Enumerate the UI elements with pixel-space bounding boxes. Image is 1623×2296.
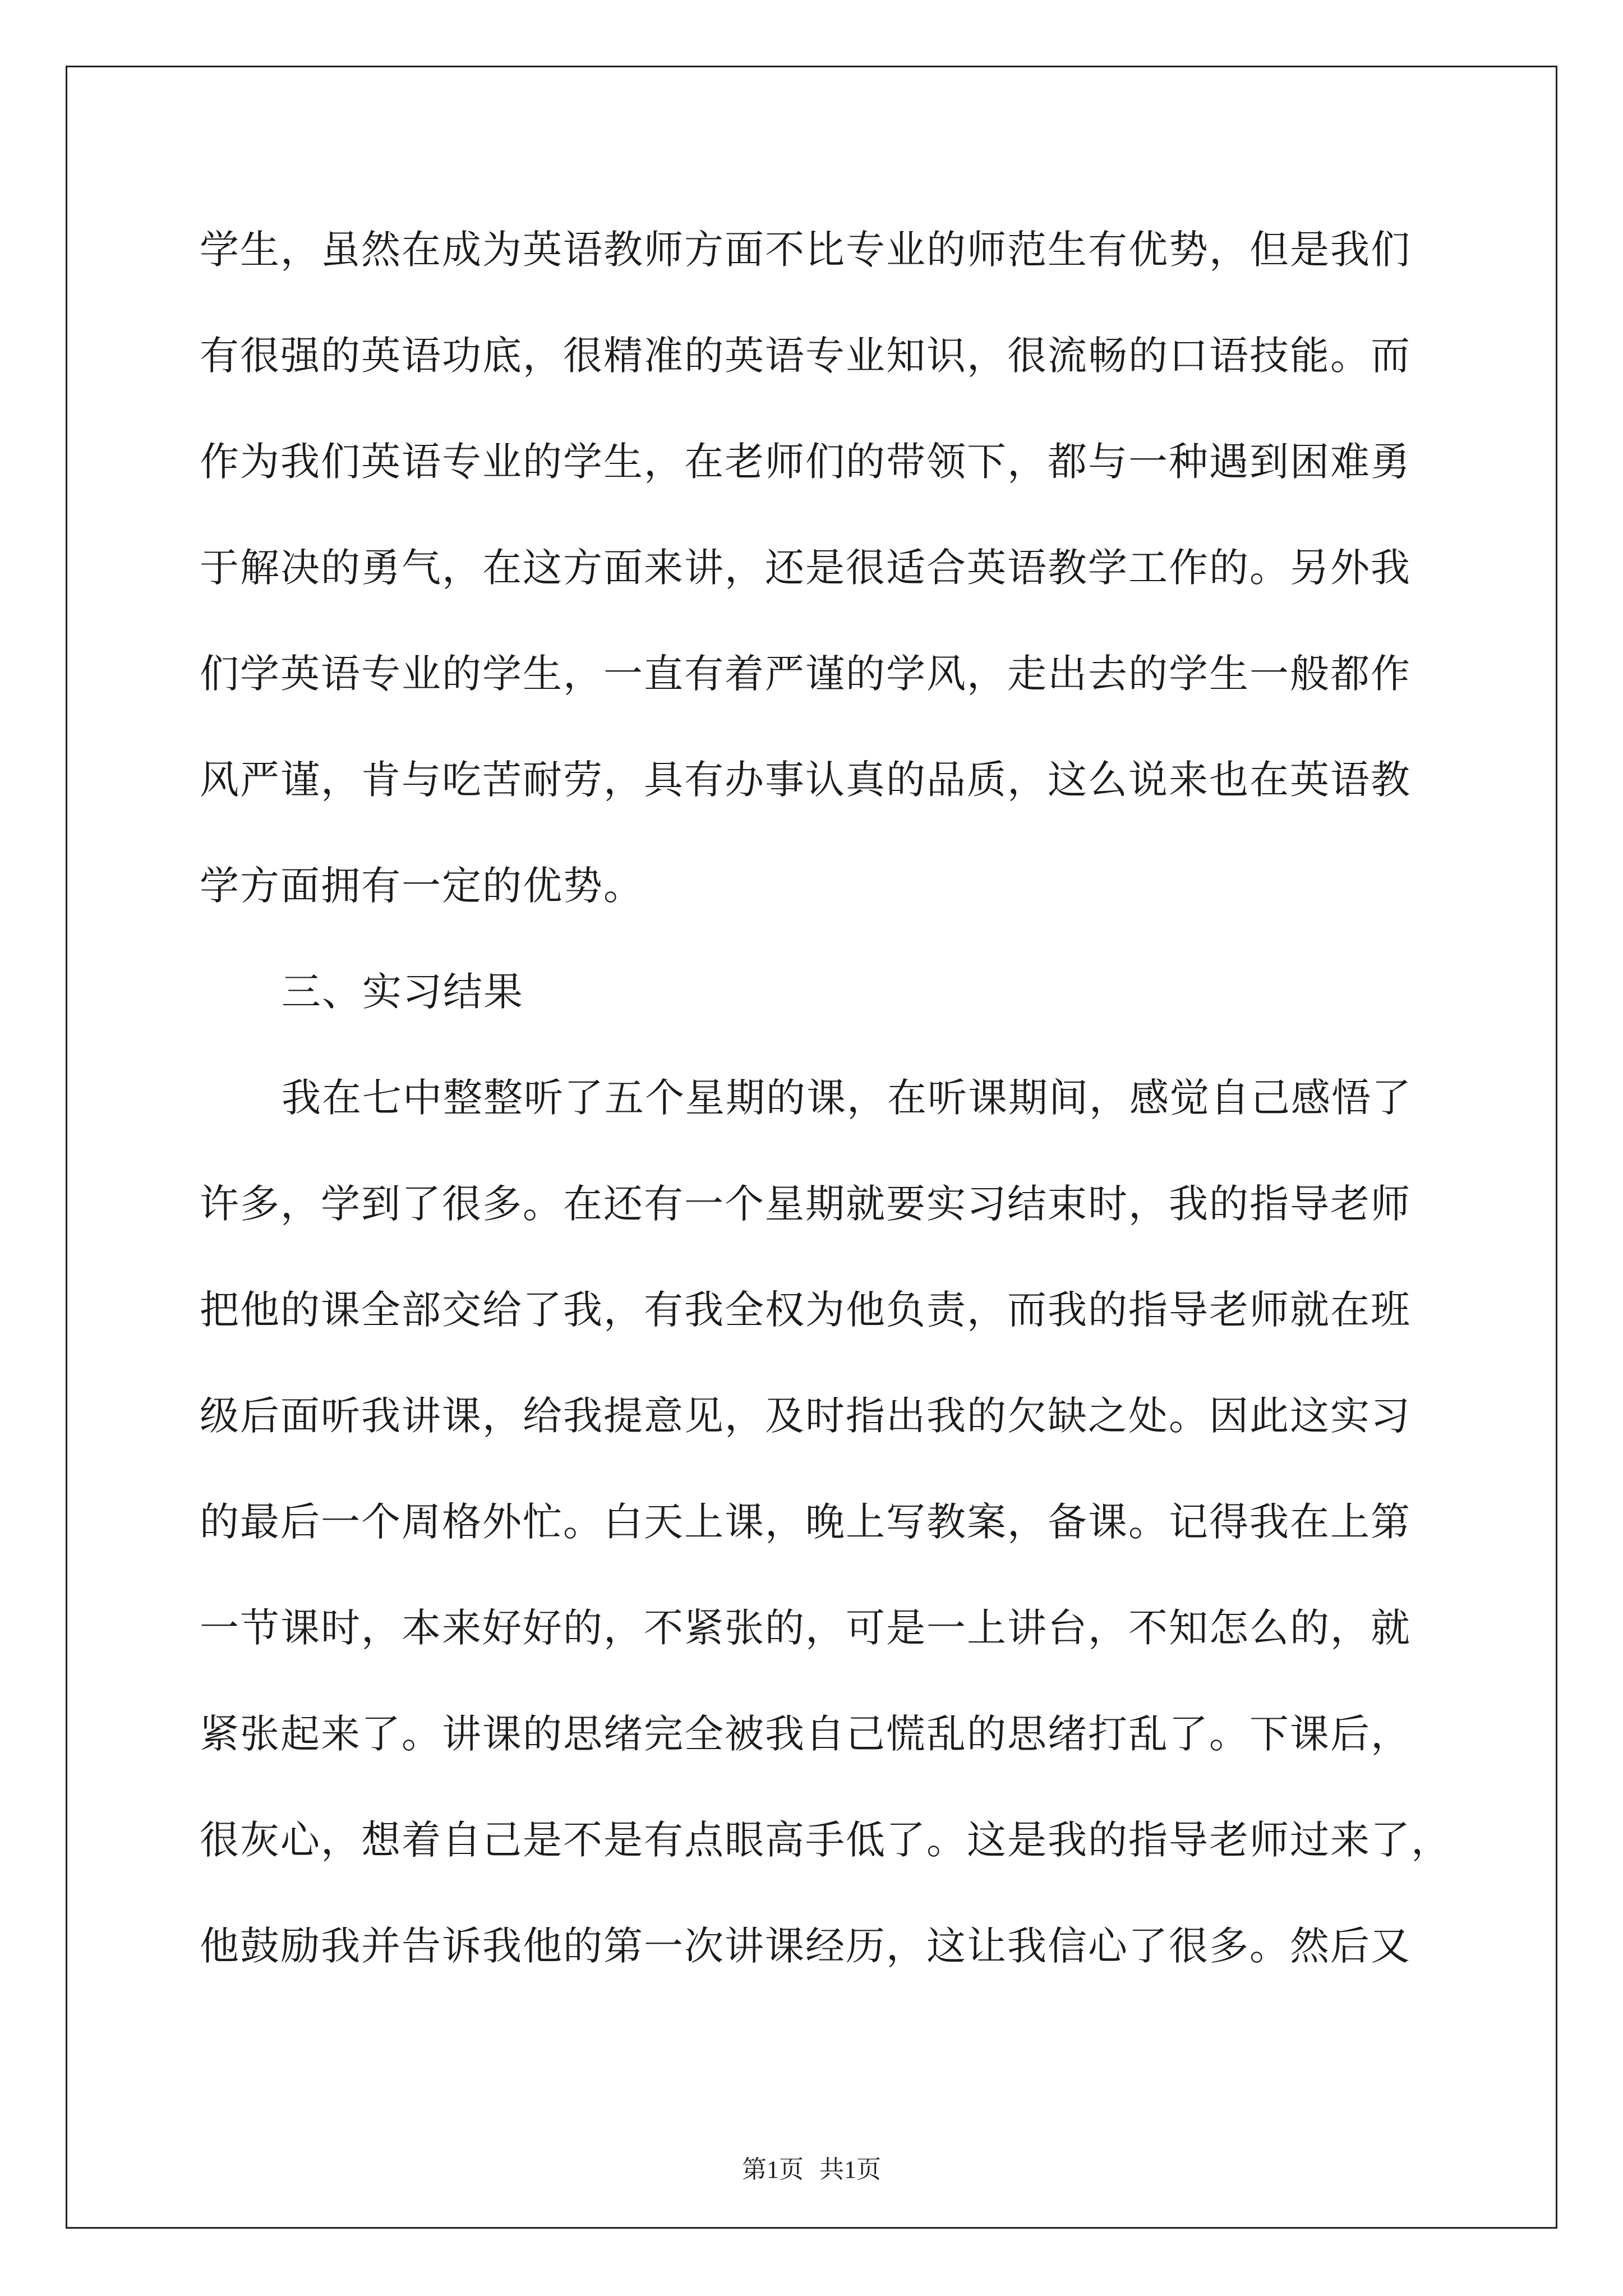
page-footer xyxy=(0,2153,1623,2187)
text-line: 级后面听我讲课，给我提意见，及时指出我的欠缺之处。因此这实习 xyxy=(200,1393,1411,1439)
text-line: 作为我们英语专业的学生，在老师们的带领下，都与一种遇到困难勇 xyxy=(200,439,1411,485)
text-line: 三、实习结果 xyxy=(282,969,524,1015)
text-line: 把他的课全部交给了我，有我全权为他负责，而我的指导老师就在班 xyxy=(200,1287,1411,1333)
text-line: 风严谨，肯与吃苦耐劳，具有办事认真的品质，这么说来也在英语教 xyxy=(200,757,1411,803)
text-line: 他鼓励我并告诉我他的第一次讲课经历，这让我信心了很多。然后又 xyxy=(200,1923,1411,1969)
text-line: 我在七中整整听了五个星期的课，在听课期间，感觉自己感悟了 xyxy=(282,1075,1412,1121)
page-number: 第1页 xyxy=(742,2156,804,2183)
text-line: 很灰心，想着自己是不是有点眼高手低了。这是我的指导老师过来了， xyxy=(200,1817,1451,1863)
document-body xyxy=(200,213,1451,2016)
text-line: 们学英语专业的学生，一直有着严谨的学风，走出去的学生一般都作 xyxy=(200,651,1411,697)
text-line: 紧张起来了。讲课的思绪完全被我自己慌乱的思绪打乱了。下课后， xyxy=(200,1711,1411,1757)
text-line: 学方面拥有一定的优势。 xyxy=(200,863,644,909)
text-line: 于解决的勇气，在这方面来讲，还是很适合英语教学工作的。另外我 xyxy=(200,545,1411,591)
text-line: 许多，学到了很多。在还有一个星期就要实习结束时，我的指导老师 xyxy=(200,1181,1411,1227)
text-line: 一节课时，本来好好的，不紧张的，可是一上讲台，不知怎么的，就 xyxy=(200,1605,1411,1651)
page-total: 共1页 xyxy=(819,2156,881,2183)
text-line: 有很强的英语功底，很精准的英语专业知识，很流畅的口语技能。而 xyxy=(200,333,1411,379)
text-line: 学生，虽然在成为英语教师方面不比专业的师范生有优势，但是我们 xyxy=(200,227,1411,273)
text-line: 的最后一个周格外忙。白天上课，晚上写教案，备课。记得我在上第 xyxy=(200,1499,1411,1545)
